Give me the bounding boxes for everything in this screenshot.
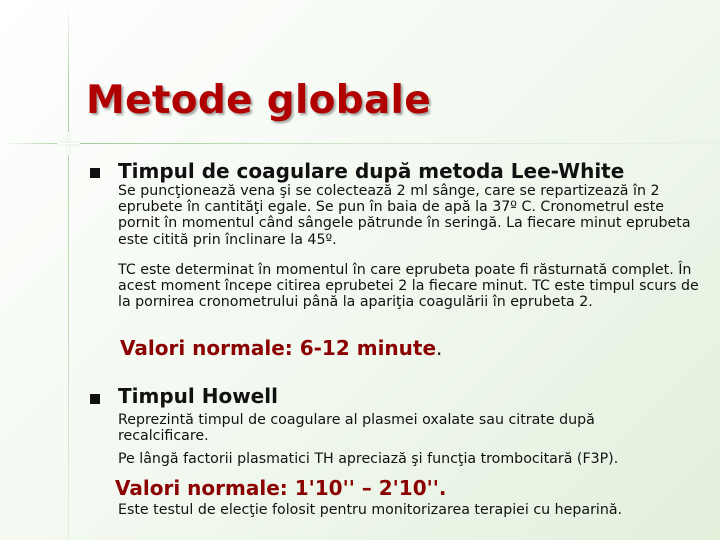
slide-title: Metode globale: [86, 78, 431, 123]
section1-normal-values-period: .: [436, 336, 443, 360]
section2-paragraph-2: Pe lângă factorii plasmatici TH apreciază şi funcţia trombocitară (F3P).: [118, 451, 619, 467]
section1-normal-values-text: Valori normale: 6-12 minute: [120, 336, 437, 360]
bullet-square-icon: [90, 394, 100, 404]
section1-heading: Timpul de coagulare după metoda Lee-White: [118, 159, 625, 183]
section2-normal-values: Valori normale: 1'10'' – 2'10''.: [115, 476, 447, 500]
decorative-vertical-line: [68, 0, 69, 540]
section2-heading: Timpul Howell: [118, 384, 278, 408]
section1-normal-values: [120, 336, 442, 360]
sparkle-icon: [57, 132, 80, 155]
section2-paragraph-3: Este testul de elecţie folosit pentru monitorizarea terapiei cu heparină.: [118, 502, 623, 518]
section1-paragraph-1: Se puncţionează vena şi se colectează 2 ml sânge, care se repartizează în 2 eprubete în cantităţi egale. Se pun în baia de apă la 37º C. Cronometrul este pornit în momentul când sângele pătrunde în seringă. La fiecare minut eprubeta este citită prin înclinare la 45º.: [118, 183, 691, 248]
bullet-square-icon: [90, 168, 100, 178]
section2-paragraph-1: Reprezintă timpul de coagulare al plasmei oxalate sau citrate după recalcificare.: [118, 412, 595, 445]
section1-paragraph-2: TC este determinat în momentul în care eprubeta poate fi răsturnată complet. În acest moment începe citirea eprubetei 2 la fiecare minut. TC este timpul scurs de la pornirea cronometrului până la apariţia coagulării în eprubeta 2.: [118, 262, 699, 311]
decorative-horizontal-line: [0, 143, 720, 144]
